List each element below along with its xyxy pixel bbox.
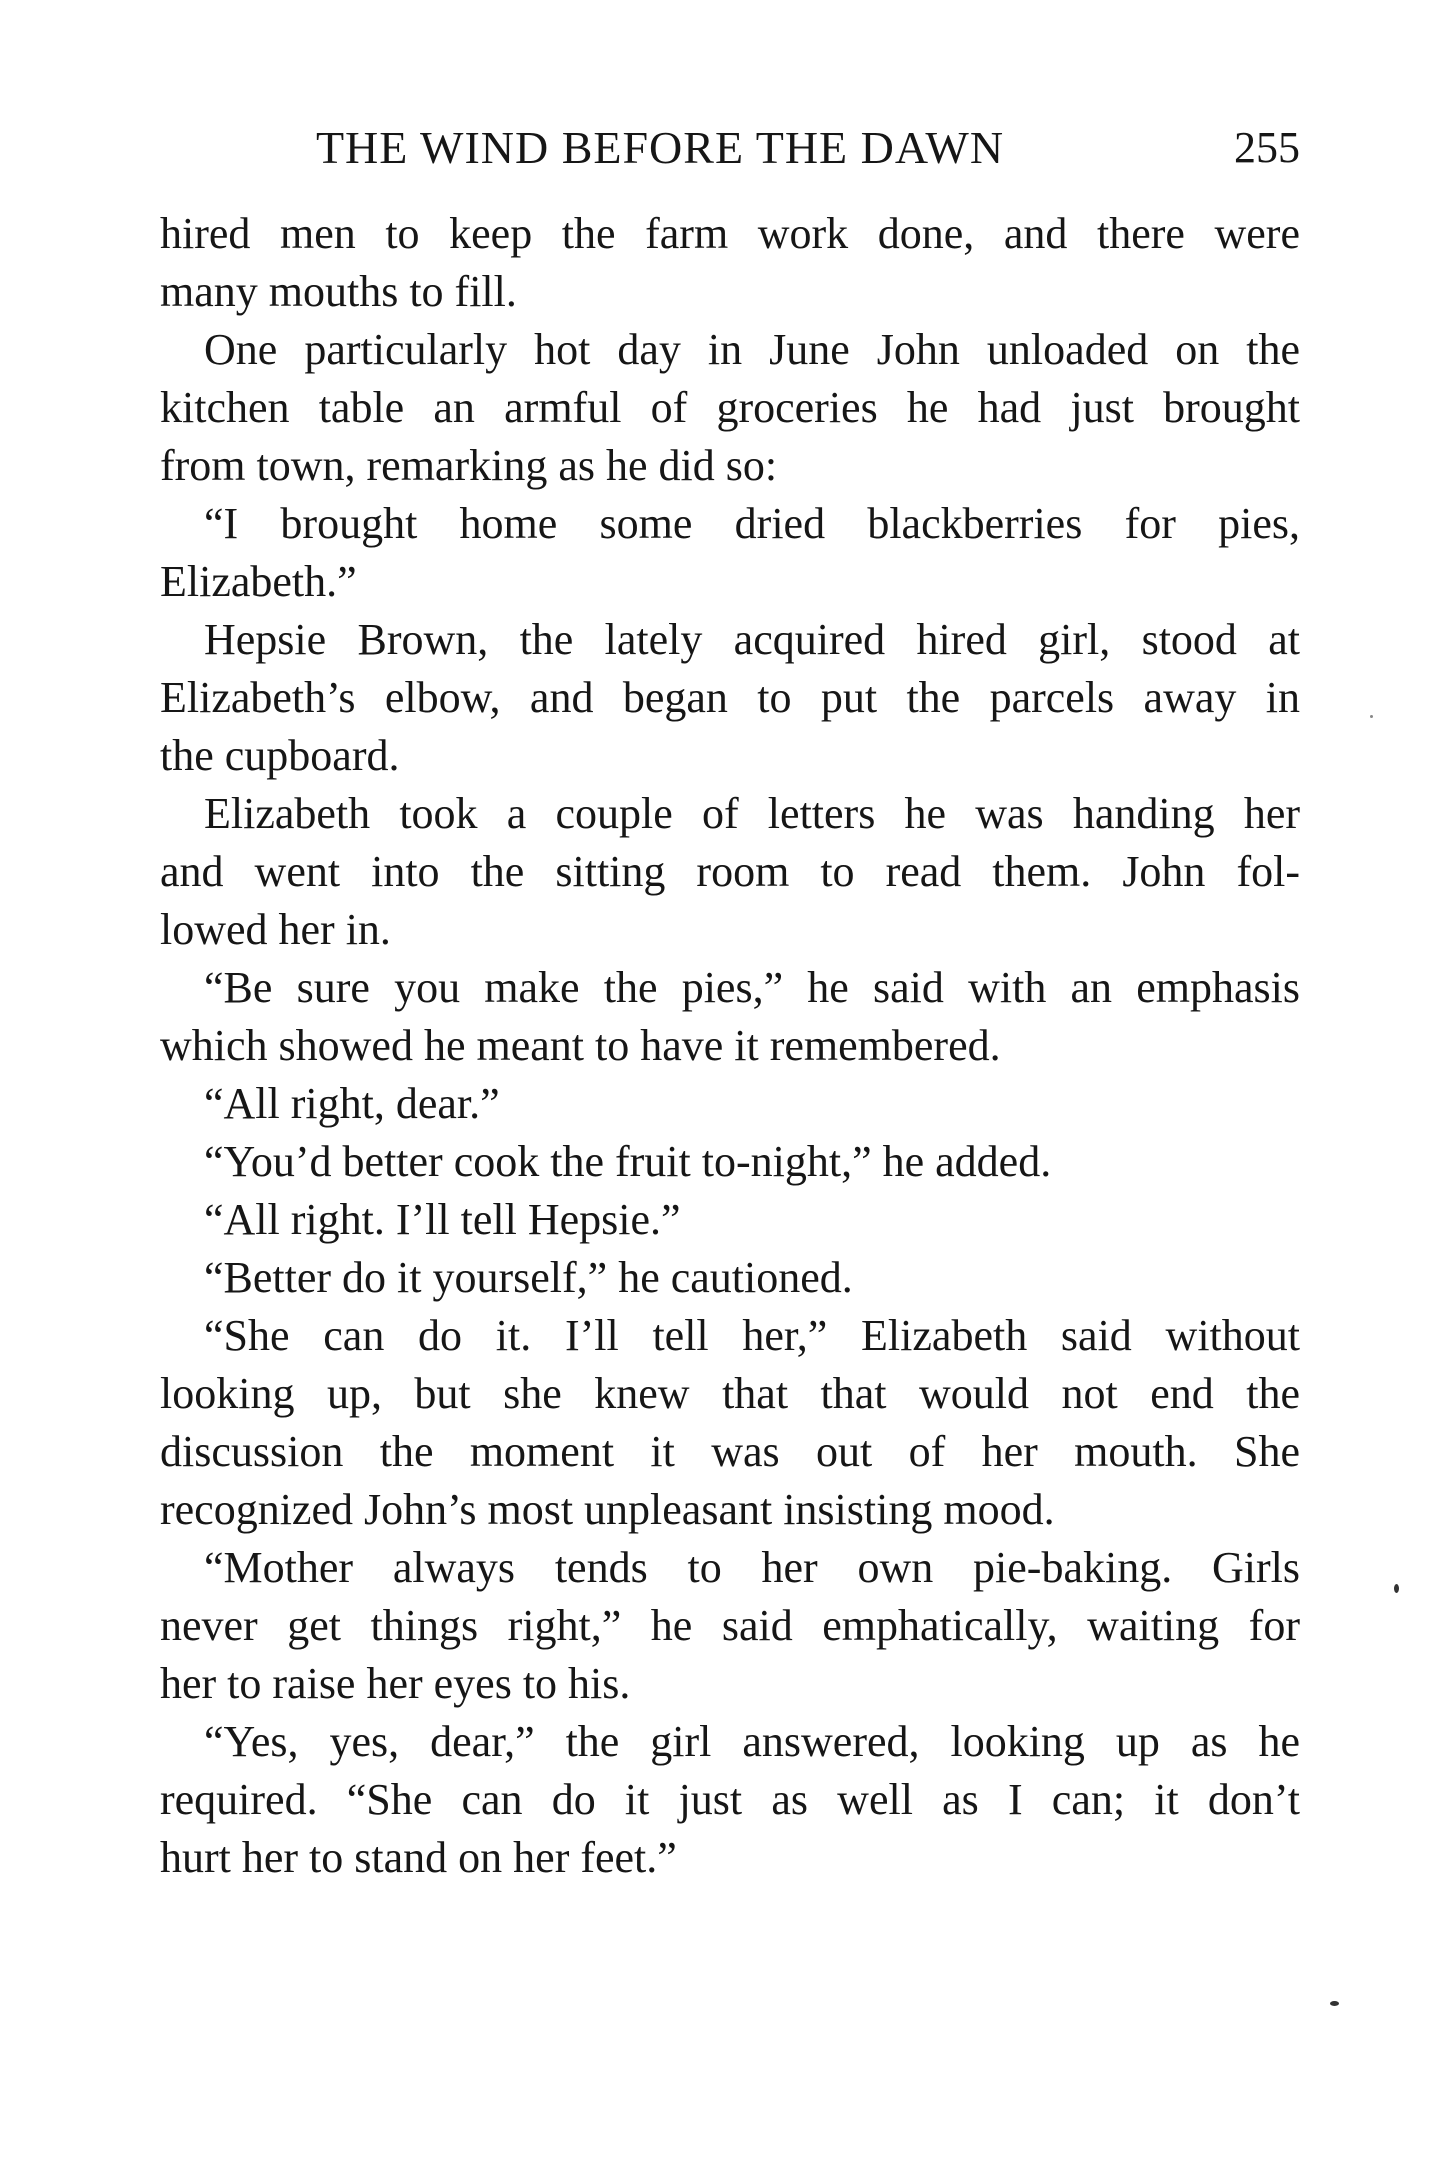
body-text [160, 205, 1300, 1887]
scan-speck [1394, 1584, 1399, 1593]
scan-speck [1330, 2001, 1339, 2006]
text-line: “Be sure you make the pies,” he said with an emphasis [204, 963, 1300, 1012]
running-head [160, 118, 1300, 178]
text-line: hired men to keep the farm work done, and there were [160, 209, 1300, 258]
page-number: 255 [1234, 123, 1300, 172]
text-line: “Better do it yourself,” he cautioned. [204, 1253, 853, 1302]
scan-speck [1370, 715, 1373, 718]
text-line: which showed he meant to have it remembered. [160, 1021, 1001, 1070]
text-line: many mouths to fill. [160, 267, 517, 316]
text-line: discussion the moment it was out of her mouth. She [160, 1427, 1300, 1476]
text-line: Hepsie Brown, the lately acquired hired girl, stood at [204, 615, 1300, 664]
text-line: looking up, but she knew that that would not end the [160, 1369, 1300, 1418]
running-title: THE WIND BEFORE THE DAWN [315, 122, 1005, 173]
text-line: her to raise her eyes to his. [160, 1659, 631, 1708]
text-line: recognized John’s most unpleasant insisting mood. [160, 1485, 1055, 1534]
text-line: and went into the sitting room to read them. John fol- [160, 847, 1300, 896]
text-line: from town, remarking as he did so: [160, 441, 778, 490]
text-line: never get things right,” he said emphatically, waiting for [160, 1601, 1300, 1650]
text-line: “You’d better cook the fruit to-night,” he added. [204, 1137, 1052, 1186]
text-line: required. “She can do it just as well as I can; it don’t [160, 1775, 1300, 1824]
text-line: Elizabeth.” [160, 557, 357, 606]
text-line: lowed her in. [160, 905, 391, 954]
text-line: “Yes, yes, dear,” the girl answered, looking up as he [204, 1717, 1300, 1766]
text-line: kitchen table an armful of groceries he had just brought [160, 383, 1300, 432]
text-line: “All right, dear.” [204, 1079, 500, 1128]
text-line: “All right. I’ll tell Hepsie.” [204, 1195, 681, 1244]
text-line: One particularly hot day in June John unloaded on the [204, 325, 1300, 374]
text-line: “Mother always tends to her own pie-baking. Girls [204, 1543, 1300, 1592]
text-line: hurt her to stand on her feet.” [160, 1833, 677, 1882]
text-line: the cupboard. [160, 731, 400, 780]
text-line: “She can do it. I’ll tell her,” Elizabeth said without [204, 1311, 1300, 1360]
text-line: “I brought home some dried blackberries for pies, [204, 499, 1300, 548]
text-line: Elizabeth took a couple of letters he was handing her [204, 789, 1300, 838]
text-line: Elizabeth’s elbow, and began to put the parcels away in [160, 673, 1300, 722]
